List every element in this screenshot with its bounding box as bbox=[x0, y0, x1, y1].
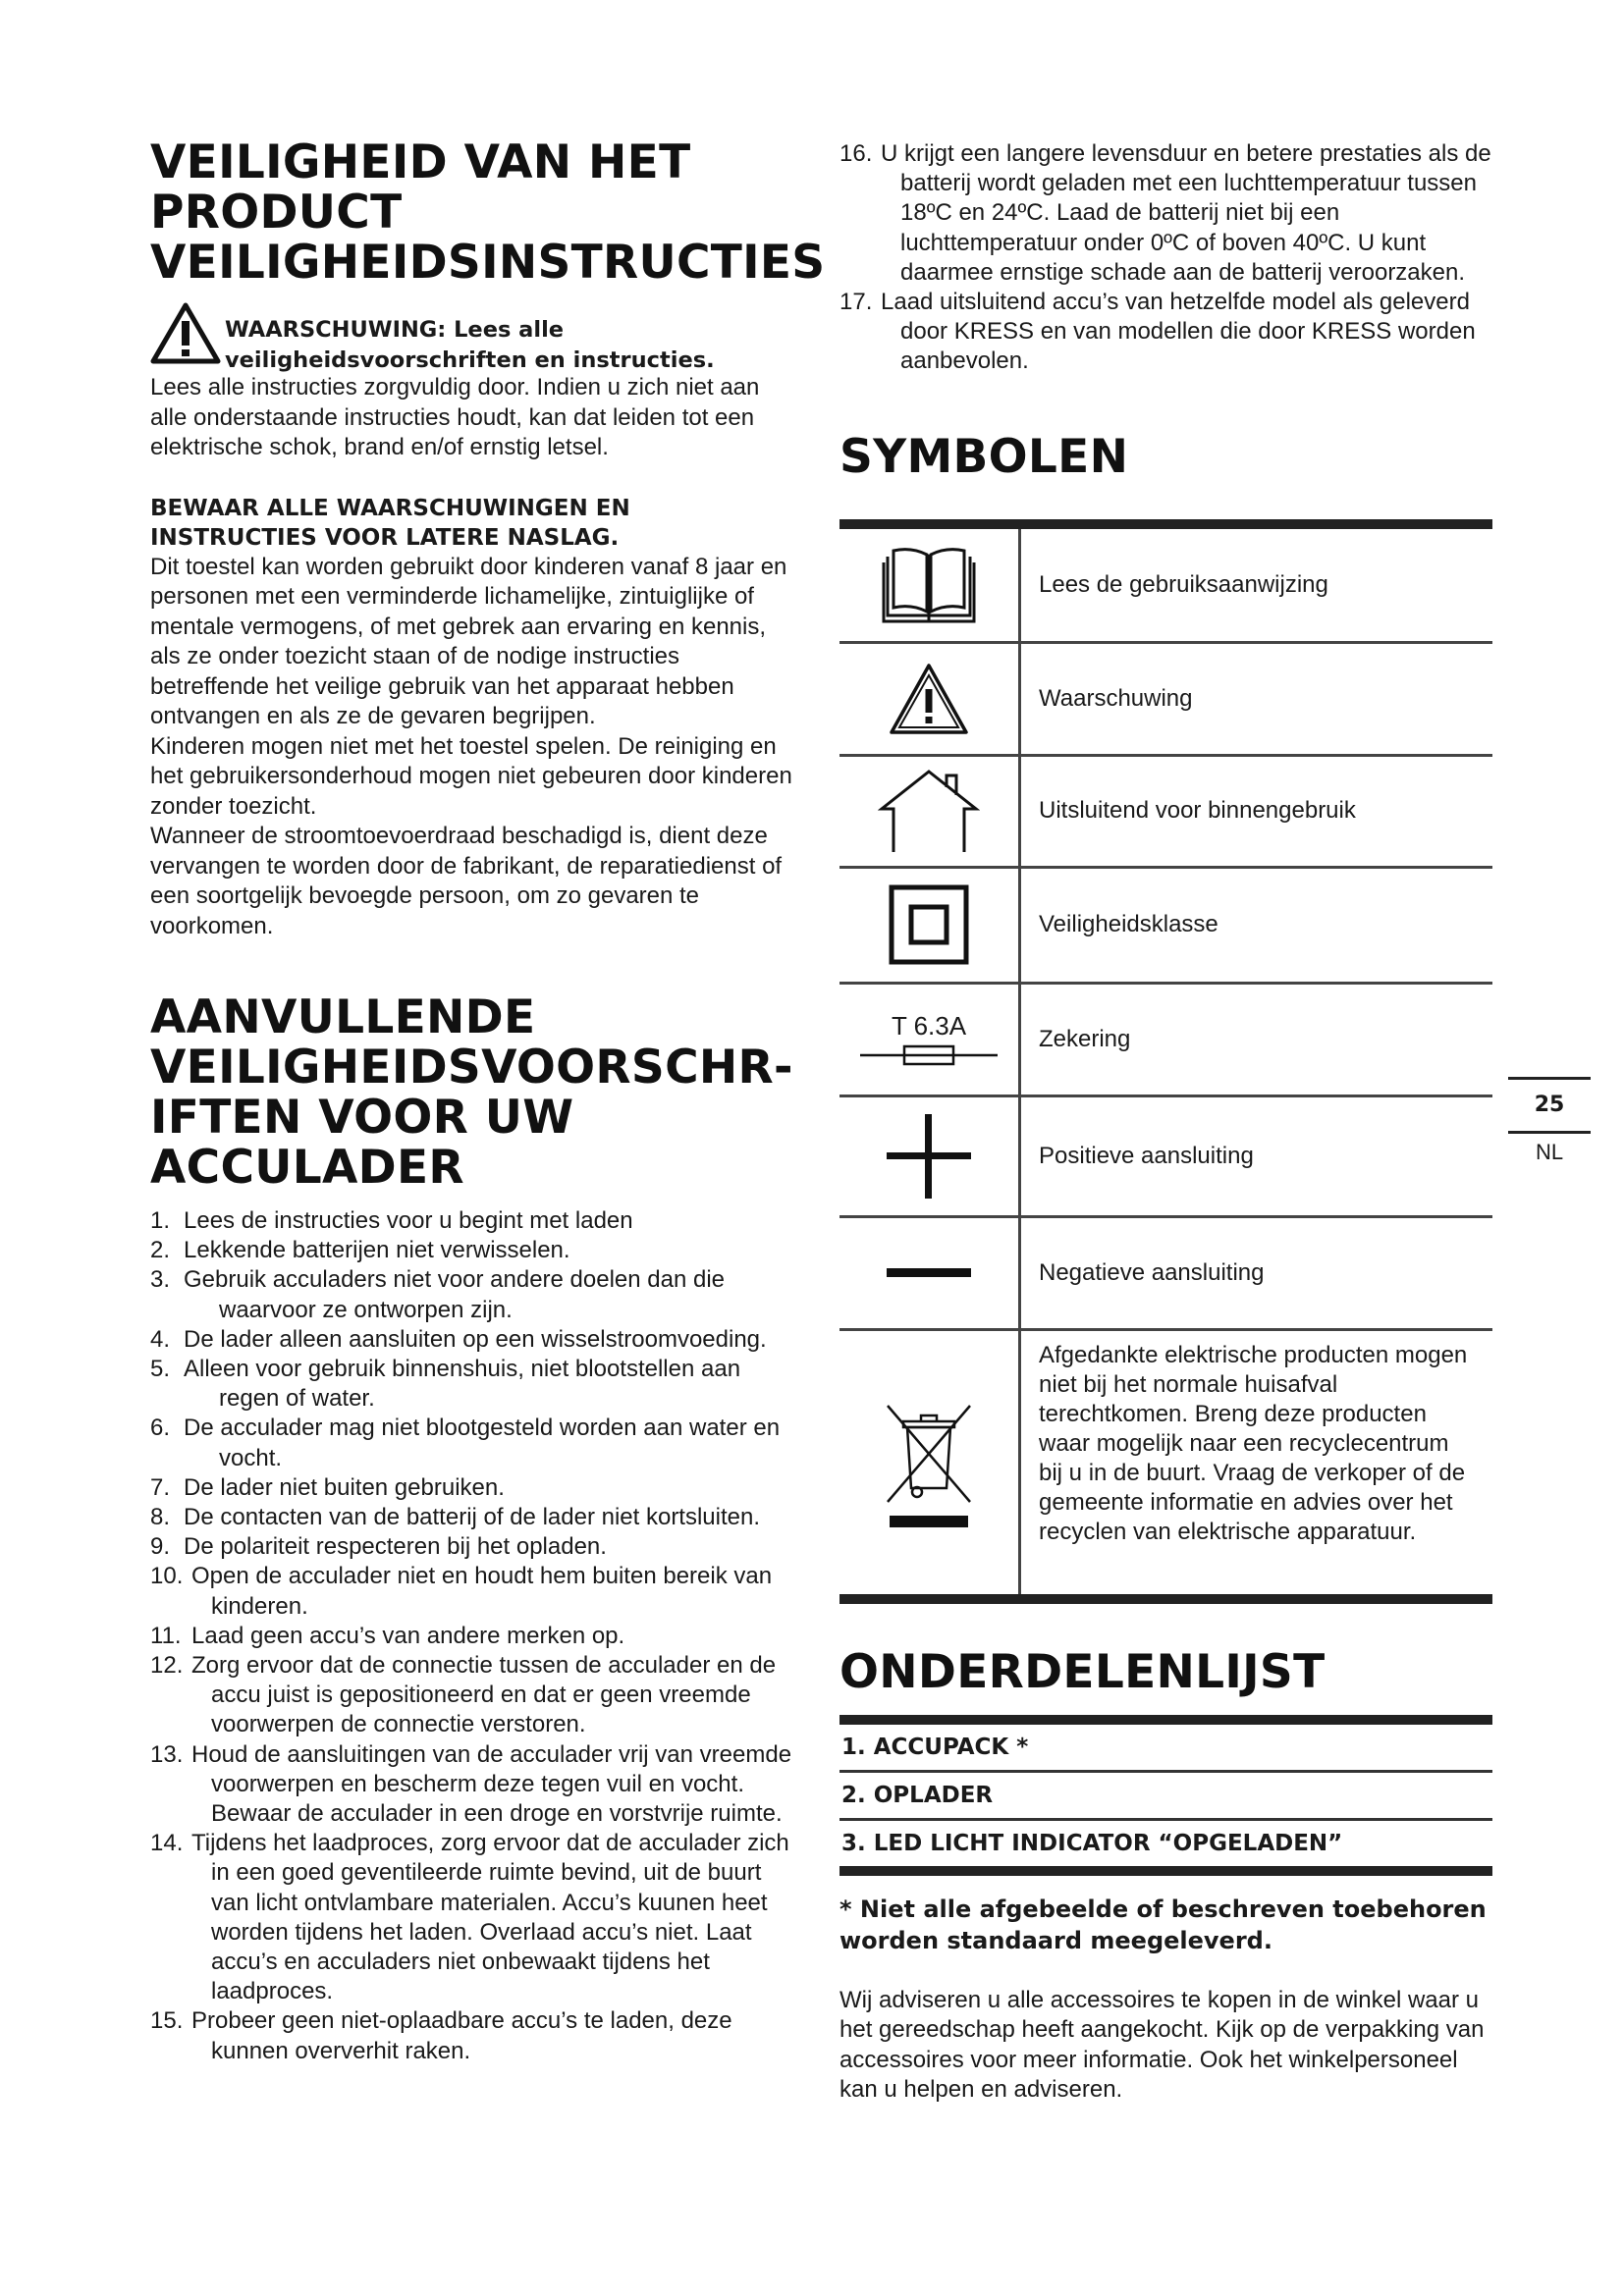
fuse-label: T 6.3A bbox=[891, 1010, 967, 1041]
symbol-row bbox=[839, 869, 1492, 985]
list-item-number: 2. bbox=[150, 1237, 171, 1264]
list-item bbox=[150, 1325, 798, 1355]
keep-instructions-heading: BEWAAR ALLE WAARSCHUWINGEN EN INSTRUCTIES VOOR LATERE NASLAG. bbox=[150, 495, 630, 551]
list-item-text: De lader niet buiten gebruiken. bbox=[184, 1473, 505, 1501]
symbol-row bbox=[839, 757, 1492, 869]
list-item-text: Open de acculader niet en houdt hem buiten bereik van kinderen. bbox=[191, 1563, 773, 1620]
list-item bbox=[150, 2006, 798, 2065]
page-number: 25 bbox=[1534, 1093, 1565, 1117]
list-item-text: Probeer geen niet-oplaadbare accu’s te laden, deze kunnen oververhit raken. bbox=[191, 2007, 732, 2064]
list-item-text: De polariteit respecteren bij het opladen. bbox=[184, 1533, 607, 1561]
list-item-text: Tijdens het laadproces, zorg ervoor dat de acculader zich in een goed geventileerde ruimte bevind, uit de buurt van licht ontvlambare materialen. Accu’s kuunen heet worden tijdens het laden. Overlaad accu’s niet. Laat accu’s en acculaders niet onbewaakt tijdens het laadproces. bbox=[191, 1830, 789, 2005]
double-square-icon bbox=[889, 884, 969, 965]
list-item-number: 11. bbox=[150, 1622, 182, 1649]
children-paragraph: Dit toestel kan worden gebruikt door kinderen vanaf 8 jaar en personen met een verminderde lichamelijke, zintuiglijke of mentale vermogens, of met gebrek aan ervaring en kennis, als ze onder toezicht staan of de nodige instructies betreffende het veilige gebruik van het apparaat hebben ontvangen en als ze de gevaren begrijpen. bbox=[150, 553, 787, 729]
symbol-text: Lees de gebruiksaanwijzing bbox=[1039, 570, 1328, 598]
list-item bbox=[150, 1414, 798, 1472]
minus-icon bbox=[885, 1267, 973, 1279]
list-item-text: Zorg ervoor dat de connectie tussen de acculader en de accu juist is gepositioneerd en dat er geen vreemde voorwerpen de connectie verstoren. bbox=[191, 1652, 777, 1738]
list-item bbox=[150, 1829, 798, 2006]
cleaning-paragraph: Kinderen mogen niet met het toestel spelen. De reiniging en het gebruikersonderhoud mogen niet gebeuren door kinderen zonder toezicht. bbox=[150, 732, 792, 820]
list-item bbox=[150, 1503, 798, 1532]
list-item bbox=[150, 1622, 798, 1651]
symbol-text: Veiligheidsklasse bbox=[1039, 911, 1218, 938]
list-item-number: 12. bbox=[150, 1652, 184, 1680]
plus-icon bbox=[885, 1112, 973, 1201]
section-title-safety: VEILIGHEID VAN HET PRODUCT VEILIGHEIDSINSTRUCTIES bbox=[150, 135, 826, 290]
list-item-number: 14. bbox=[150, 1830, 184, 1857]
symbol-row bbox=[839, 1218, 1492, 1331]
list-item-number: 5. bbox=[150, 1356, 171, 1383]
advice-paragraph: Wij adviseren u alle accessoires te kopen in de winkel waar u het gereedschap heeft aangekocht. Kijk op de verpakking van accessoires voor meer informatie. Ook het winkelpersoneel kan u helpen en adviseren. bbox=[839, 1986, 1485, 2104]
symbol-text: Waarschuwing bbox=[1039, 684, 1193, 712]
list-item bbox=[150, 1236, 798, 1265]
symbol-row bbox=[839, 1097, 1492, 1218]
list-item-text: Lekkende batterijen niet verwisselen. bbox=[184, 1237, 570, 1264]
fuse-icon bbox=[860, 1041, 998, 1070]
list-item bbox=[839, 288, 1492, 377]
warning-triangle-icon bbox=[888, 662, 970, 736]
part-item: 3. LED LICHT INDICATOR “OPGELADEN” bbox=[841, 1830, 1343, 1856]
list-item-number: 13. bbox=[150, 1740, 184, 1768]
list-item bbox=[150, 1473, 798, 1503]
page-marker bbox=[1508, 1077, 1591, 1171]
part-item: 1. ACCUPACK * bbox=[839, 1725, 1492, 1773]
list-item bbox=[150, 1740, 798, 1830]
list-item-number: 9. bbox=[150, 1533, 171, 1561]
symbol-text: Zekering bbox=[1039, 1025, 1131, 1052]
list-item bbox=[150, 1206, 798, 1236]
warning-line-1: WAARSCHUWING: Lees alle bbox=[225, 317, 565, 343]
list-item-number: 3. bbox=[150, 1266, 171, 1294]
list-item-text: De lader alleen aansluiten op een wisselstroomvoeding. bbox=[184, 1325, 767, 1353]
continued-instructions-list bbox=[839, 139, 1492, 377]
symbol-text: Uitsluitend voor binnengebruik bbox=[1039, 797, 1356, 825]
language-code: NL bbox=[1535, 1140, 1564, 1164]
list-item bbox=[839, 139, 1492, 288]
parts-list bbox=[839, 1715, 1492, 1876]
list-item-number: 10. bbox=[150, 1563, 184, 1590]
section-title-parts: ONDERDELENLIJST bbox=[839, 1644, 1326, 1699]
house-icon bbox=[878, 766, 980, 856]
symbol-text: Negatieve aansluiting bbox=[1039, 1258, 1265, 1286]
symbols-table bbox=[839, 519, 1492, 1604]
list-item-text: Alleen voor gebruik binnenshuis, niet blootstellen aan regen of water. bbox=[184, 1356, 741, 1413]
list-item-number: 6. bbox=[150, 1415, 171, 1442]
book-icon bbox=[880, 543, 978, 627]
list-item bbox=[150, 1562, 798, 1621]
crossed-bin-icon bbox=[882, 1394, 976, 1531]
left-column bbox=[150, 135, 826, 2066]
warning-triangle-icon bbox=[150, 301, 221, 364]
list-item-text: De contacten van de batterij of de lader niet kortsluiten. bbox=[184, 1504, 761, 1531]
warning-block bbox=[150, 301, 798, 376]
intro-paragraph: Lees alle instructies zorgvuldig door. Indien u zich niet aan alle onderstaande instructies houdt, kan dat leiden tot een elektrische schok, brand en/of ernstig letsel. bbox=[150, 374, 760, 460]
section-title-symbols: SYMBOLEN bbox=[839, 429, 1129, 484]
list-item-number: 1. bbox=[150, 1207, 171, 1234]
cord-paragraph: Wanneer de stroomtoevoerdraad beschadigd is, dient deze vervangen te worden door de fabrikant, de reparatiedienst of een soortgelijk bevoegde persoon, om zo gevaren te voorkomen. bbox=[150, 823, 783, 939]
charger-instructions-list bbox=[150, 1206, 798, 2066]
list-item-number: 16. bbox=[839, 140, 873, 167]
list-item-text: U krijgt een langere levensduur en betere prestaties als de batterij wordt geladen met een luchttemperatuur tussen 18ºC en 24ºC. Laad de batterij niet bij een luchttemperatuur onder 0ºC of boven 40ºC. U kunt daarmee ernstige schade aan de batterij veroorzaken. bbox=[881, 140, 1491, 286]
symbol-text: Afgedankte elektrische producten mogen niet bij het normale huisafval terechtkomen. Breng deze producten waar mogelijk naar een recyclecentrum bij u in de buurt. Vraag de verkoper of de gemeente informatie en advies over het recyclen van elektrische apparatuur. bbox=[1039, 1341, 1468, 1545]
list-item bbox=[150, 1651, 798, 1740]
list-item bbox=[150, 1265, 798, 1324]
list-item-number: 17. bbox=[839, 289, 873, 316]
list-item-text: Lees de instructies voor u begint met laden bbox=[184, 1207, 633, 1234]
list-item-number: 4. bbox=[150, 1325, 171, 1353]
list-item-number: 7. bbox=[150, 1473, 171, 1501]
symbol-row bbox=[839, 1331, 1492, 1594]
list-item-number: 15. bbox=[150, 2007, 184, 2035]
section-title-charger: AANVULLENDE VEILIGHEIDSVOORSCHR-IFTEN VOOR UW ACCULADER bbox=[150, 990, 793, 1195]
part-item: 2. OPLADER bbox=[839, 1773, 1492, 1821]
symbol-row bbox=[839, 644, 1492, 757]
symbol-text: Positieve aansluiting bbox=[1039, 1142, 1254, 1169]
right-column bbox=[839, 139, 1492, 2106]
list-item-text: De acculader mag niet blootgesteld worden aan water en vocht. bbox=[184, 1415, 781, 1471]
list-item-text: Houd de aansluitingen van de acculader vrij van vreemde voorwerpen en bescherm deze tegen vuil en vocht. Bewaar de acculader in een droge en vorstvrije ruimte. bbox=[191, 1740, 792, 1828]
list-item bbox=[150, 1532, 798, 1562]
list-item bbox=[150, 1355, 798, 1414]
symbol-row bbox=[839, 529, 1492, 644]
parts-note: * Niet alle afgebeelde of beschreven toebehoren worden standaard meegeleverd. bbox=[839, 1895, 1487, 1954]
list-item-number: 8. bbox=[150, 1504, 171, 1531]
symbol-row bbox=[839, 985, 1492, 1097]
list-item-text: Laad uitsluitend accu’s van hetzelfde model als geleverd door KRESS en van modellen die door KRESS worden aanbevolen. bbox=[881, 289, 1476, 375]
warning-line-2: veiligheidsvoorschriften en instructies. bbox=[225, 347, 715, 373]
list-item-text: Gebruik acculaders niet voor andere doelen dan die waarvoor ze ontworpen zijn. bbox=[184, 1266, 726, 1323]
list-item-text: Laad geen accu’s van andere merken op. bbox=[191, 1622, 625, 1649]
